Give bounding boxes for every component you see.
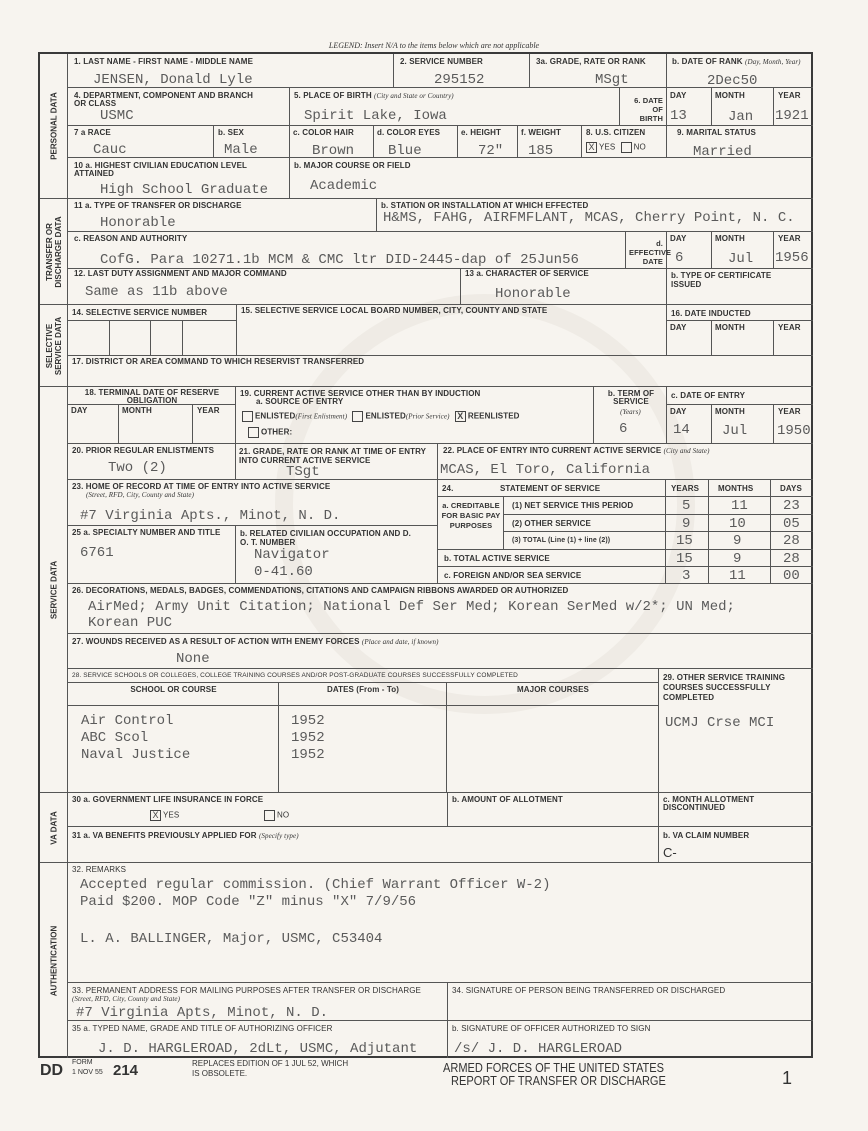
section-service: SERVICE DATA: [40, 387, 68, 793]
enlisted-prior-checkbox[interactable]: [352, 411, 363, 422]
inducted-day[interactable]: DAY: [667, 321, 712, 356]
field-home-of-record[interactable]: 23. HOME OF RECORD AT TIME OF ENTRY INTO ACTIVE SERVICE (Street, RFD, City, County and State) #7 Virginia Apts., Minot, N. D.: [68, 480, 438, 526]
form-date: 1 NOV 55: [72, 1069, 103, 1076]
field-local-board[interactable]: 15. SELECTIVE SERVICE LOCAL BOARD NUMBER, CITY, COUNTY AND STATE: [237, 305, 667, 356]
field-education[interactable]: 10 a. HIGHEST CIVILIAN EDUCATION LEVEL ATTAINED High School Graduate: [68, 158, 290, 199]
ss-number-box-4[interactable]: [183, 321, 237, 356]
field-allotment-discontinued[interactable]: c. MONTH ALLOTMENT DISCONTINUED: [659, 793, 813, 827]
terminal-day[interactable]: DAY: [68, 405, 119, 444]
field-specialty[interactable]: 25 a. SPECIALTY NUMBER AND TITLE 6761: [68, 526, 236, 584]
ss-number-box-3[interactable]: [151, 321, 183, 356]
field-grade-at-entry[interactable]: 21. GRADE, RATE OR RANK AT TIME OF ENTRY INTO CURRENT ACTIVE SERVICE TSgt: [236, 444, 438, 480]
field-certificate[interactable]: b. TYPE OF CERTIFICATE ISSUED: [667, 269, 813, 305]
form-title-2: REPORT OF TRANSFER OR DISCHARGE: [451, 1073, 666, 1088]
dob-day[interactable]: DAY 13: [667, 88, 712, 126]
label-service-schools: 28. SERVICE SCHOOLS OR COLLEGES, COLLEGE TRAINING COURSES AND/OR POST-GRADUATE COURSES SUCCESSFULLY COMPLETED: [68, 669, 659, 683]
terminal-year[interactable]: YEAR: [193, 405, 236, 444]
legend: LEGEND: Insert N/A to the items below which are not applicable: [328, 41, 540, 50]
field-race[interactable]: 7 a RACE Cauc: [68, 126, 214, 158]
field-height[interactable]: e. HEIGHT 72": [458, 126, 518, 158]
sos-active-months[interactable]: 9: [709, 550, 771, 567]
label-date-inducted: 16. DATE INDUCTED: [667, 305, 813, 321]
field-permanent-address[interactable]: 33. PERMANENT ADDRESS FOR MAILING PURPOSES AFTER TRANSFER OR DISCHARGE (Street, RFD, City, County and State) #7 Virginia Apts, Minot, N. D.: [68, 983, 448, 1021]
section-selective: SELECTIVE SERVICE DATA: [40, 305, 68, 387]
field-prior-enlistments[interactable]: 20. PRIOR REGULAR ENLISTMENTS Two (2): [68, 444, 236, 480]
field-place-of-birth[interactable]: 5. PLACE OF BIRTH (City and State or Country) Spirit Lake, Iowa: [290, 88, 620, 126]
citizen-yes-checkbox[interactable]: X: [586, 142, 597, 153]
sos-active-days[interactable]: 28: [771, 550, 813, 567]
sos-header: 24. STATEMENT OF SERVICE: [438, 480, 666, 497]
sos-row-total: (3) TOTAL (Line (1) + line (2)): [504, 532, 666, 550]
sos-net-years[interactable]: 5: [666, 497, 709, 515]
field-authorizing-officer[interactable]: 35 a. TYPED NAME, GRADE AND TITLE OF AUTHORIZING OFFICER J. D. HARGLEROAD, 2dLt, USMC, Adjutant: [68, 1021, 448, 1058]
section-va: VA DATA: [40, 793, 68, 863]
sos-total-years[interactable]: 15: [666, 532, 709, 550]
label-date-of-birth: 6. DATE OF BIRTH: [620, 88, 667, 126]
dob-year[interactable]: YEAR 1921: [774, 88, 813, 126]
field-officer-signature[interactable]: b. SIGNATURE OF OFFICER AUTHORIZED TO SIGN /s/ J. D. HARGLEROAD: [452, 1024, 651, 1057]
field-remarks[interactable]: 32. REMARKS Accepted regular commission. (Chief Warrant Officer W-2) Paid $200. MOP Code "Z" minus "X" 7/9/56 L. A. BALLINGER, Major, USMC, C53404: [68, 863, 813, 983]
inducted-year[interactable]: YEAR: [774, 321, 813, 356]
field-term-of-service[interactable]: b. TERM OF SERVICE (Years) 6: [594, 387, 667, 444]
sos-foreign-months[interactable]: 11: [709, 567, 771, 584]
field-place-of-entry[interactable]: 22. PLACE OF ENTRY INTO CURRENT ACTIVE SERVICE (City and State) MCAS, El Toro, California: [438, 444, 813, 480]
section-personal: PERSONAL DATA: [40, 54, 68, 199]
reenlisted-checkbox[interactable]: X: [455, 411, 466, 422]
form-title-1: ARMED FORCES OF THE UNITED STATES: [443, 1060, 665, 1075]
dates-list[interactable]: 1952 1952 1952: [279, 706, 447, 793]
major-courses-list[interactable]: [447, 706, 659, 793]
sos-foreign-days[interactable]: 00: [771, 567, 813, 584]
ss-number-box-1[interactable]: [68, 321, 110, 356]
section-auth: AUTHENTICATION: [40, 863, 68, 1058]
field-reason[interactable]: c. REASON AND AUTHORITY CofG. Para 10271.1b MCM & CMC ltr DID-2445-dap of 25Jun56: [68, 232, 626, 269]
sos-net-months[interactable]: 11: [709, 497, 771, 515]
field-life-insurance: 30 a. GOVERNMENT LIFE INSURANCE IN FORCE X YES NO: [68, 793, 448, 827]
entry-day[interactable]: DAY 14: [667, 405, 712, 444]
citizen-no-checkbox[interactable]: [621, 142, 632, 153]
insurance-yes-checkbox[interactable]: X: [150, 810, 161, 821]
ss-number-box-2[interactable]: [110, 321, 151, 356]
field-weight[interactable]: f. WEIGHT 185: [518, 126, 582, 158]
field-wounds[interactable]: 27. WOUNDS RECEIVED AS A RESULT OF ACTION WITH ENEMY FORCES (Place and date, if known) None: [68, 634, 813, 669]
field-eyes[interactable]: d. COLOR EYES Blue: [374, 126, 458, 158]
inducted-month[interactable]: MONTH: [712, 321, 774, 356]
label-date-of-entry: c. DATE OF ENTRY: [667, 387, 813, 405]
col-school: SCHOOL OR COURSE: [68, 683, 279, 706]
dob-month[interactable]: MONTH Jan: [712, 88, 774, 126]
form-label: FORM: [72, 1059, 93, 1066]
field-other-training[interactable]: 29. OTHER SERVICE TRAINING COURSES SUCCESSFULLY COMPLETED UCMJ Crse MCI: [659, 669, 813, 793]
field-major[interactable]: b. MAJOR COURSE OR FIELD Academic: [290, 158, 813, 199]
field-citizen: 8. U.S. CITIZEN X YES NO: [582, 126, 667, 158]
dd214-form: [38, 52, 813, 1058]
sos-net-days[interactable]: 23: [771, 497, 813, 515]
sos-col-months: MONTHS: [709, 480, 771, 497]
field-sex[interactable]: b. SEX Male: [214, 126, 290, 158]
sos-row-foreign: c. FOREIGN AND/OR SEA SERVICE: [438, 567, 666, 584]
label-terminal-date: 18. TERMINAL DATE OF RESERVE OBLIGATION: [68, 387, 236, 405]
sos-row-active: b. TOTAL ACTIVE SERVICE: [438, 550, 666, 567]
field-department[interactable]: 4. DEPARTMENT, COMPONENT AND BRANCH OR CLASS USMC: [68, 88, 290, 126]
field-name[interactable]: 1. LAST NAME - FIRST NAME - MIDDLE NAME JENSEN, Donald Lyle: [68, 54, 394, 88]
field-transfer-type[interactable]: 11 a. TYPE OF TRANSFER OR DISCHARGE Honorable: [68, 199, 377, 232]
sos-col-days: DAYS: [771, 480, 813, 497]
label-effective-date: d. EFFECTIVE DATE: [626, 232, 667, 269]
field-va-claim[interactable]: b. VA CLAIM NUMBER C-: [659, 827, 813, 863]
sos-foreign-years[interactable]: 3: [666, 567, 709, 584]
field-service-number[interactable]: 2. SERVICE NUMBER 295152: [394, 54, 530, 88]
effective-year[interactable]: YEAR 1956: [774, 232, 813, 269]
enlisted-first-checkbox[interactable]: [242, 411, 253, 422]
field-last-duty[interactable]: 12. LAST DUTY ASSIGNMENT AND MAJOR COMMAND Same as 11b above: [68, 269, 461, 305]
field-signature-person[interactable]: 34. SIGNATURE OF PERSON BEING TRANSFERRED OR DISCHARGED: [448, 983, 813, 1021]
field-va-benefits[interactable]: 31 a. VA BENEFITS PREVIOUSLY APPLIED FOR (Specify type): [68, 827, 659, 863]
section-transfer: TRANSFER OR DISCHARGE DATA: [40, 199, 68, 305]
sos-other-months[interactable]: 10: [709, 515, 771, 532]
sos-col-years: YEARS: [666, 480, 709, 497]
other-checkbox[interactable]: [248, 427, 259, 438]
insurance-no-checkbox[interactable]: [264, 810, 275, 821]
sos-total-months[interactable]: 9: [709, 532, 771, 550]
sos-creditable-label: a. CREDITABLE FOR BASIC PAY PURPOSES: [438, 497, 504, 550]
field-allotment-amount[interactable]: b. AMOUNT OF ALLOTMENT: [448, 793, 659, 827]
field-hair[interactable]: c. COLOR HAIR Brown: [290, 126, 374, 158]
sos-row-other: (2) OTHER SERVICE: [504, 515, 666, 532]
sos-other-years[interactable]: 9: [666, 515, 709, 532]
terminal-month[interactable]: MONTH: [119, 405, 193, 444]
field-ss-number-label: 14. SELECTIVE SERVICE NUMBER: [68, 305, 237, 321]
col-dates: DATES (From - To): [279, 683, 447, 706]
entry-year[interactable]: YEAR 1950: [774, 405, 813, 444]
sos-row-net: (1) NET SERVICE THIS PERIOD: [504, 497, 666, 515]
form-number: 214: [113, 1062, 139, 1079]
col-major-courses: MAJOR COURSES: [447, 683, 659, 706]
sos-active-years[interactable]: 15: [666, 550, 709, 567]
field-date-of-rank[interactable]: b. DATE OF RANK (Day, Month, Year) 2Dec50: [667, 54, 813, 88]
field-character[interactable]: 13 a. CHARACTER OF SERVICE Honorable: [461, 269, 667, 305]
effective-day[interactable]: DAY 6: [667, 232, 712, 269]
field-decorations[interactable]: 26. DECORATIONS, MEDALS, BADGES, COMMENDATIONS, CITATIONS AND CAMPAIGN RIBBONS AWARDED OR AUTHORIZED AirMed; Army Unit Citation; National Def Ser Med; Korean SerMed w/2*; UN Med; Korean PUC: [68, 584, 813, 634]
replaces-note: REPLACES EDITION OF 1 JUL 52, WHICH: [192, 1059, 349, 1068]
copy-number: 1: [782, 1068, 793, 1088]
field-station[interactable]: b. STATION OR INSTALLATION AT WHICH EFFECTED H&MS, FAHG, AIRFMFLANT, MCAS, Cherry Point, N. C.: [377, 199, 813, 232]
obsolete-note: IS OBSOLETE.: [192, 1069, 248, 1078]
form-dd: DD: [40, 1062, 64, 1079]
field-grade[interactable]: 3a. GRADE, RATE OR RANK MSgt: [530, 54, 667, 88]
field-marital[interactable]: 9. MARITAL STATUS Married: [667, 126, 813, 158]
field-civilian-occupation[interactable]: b. RELATED CIVILIAN OCCUPATION AND D. O. T. NUMBER Navigator 0-41.60: [236, 526, 438, 584]
entry-month[interactable]: MONTH Jul: [712, 405, 774, 444]
field-source-of-entry: 19. CURRENT ACTIVE SERVICE OTHER THAN BY INDUCTION a. SOURCE OF ENTRY ENLISTED(First Enlistment) ENLISTED(Prior Service) X REENLISTED OTHER:: [236, 387, 594, 444]
sos-total-days[interactable]: 28: [771, 532, 813, 550]
effective-month[interactable]: MONTH Jul: [712, 232, 774, 269]
field-reservist-command[interactable]: 17. DISTRICT OR AREA COMMAND TO WHICH RESERVIST TRANSFERRED: [68, 356, 813, 387]
sos-other-days[interactable]: 05: [771, 515, 813, 532]
schools-list[interactable]: Air Control ABC Scol Naval Justice: [68, 706, 279, 793]
